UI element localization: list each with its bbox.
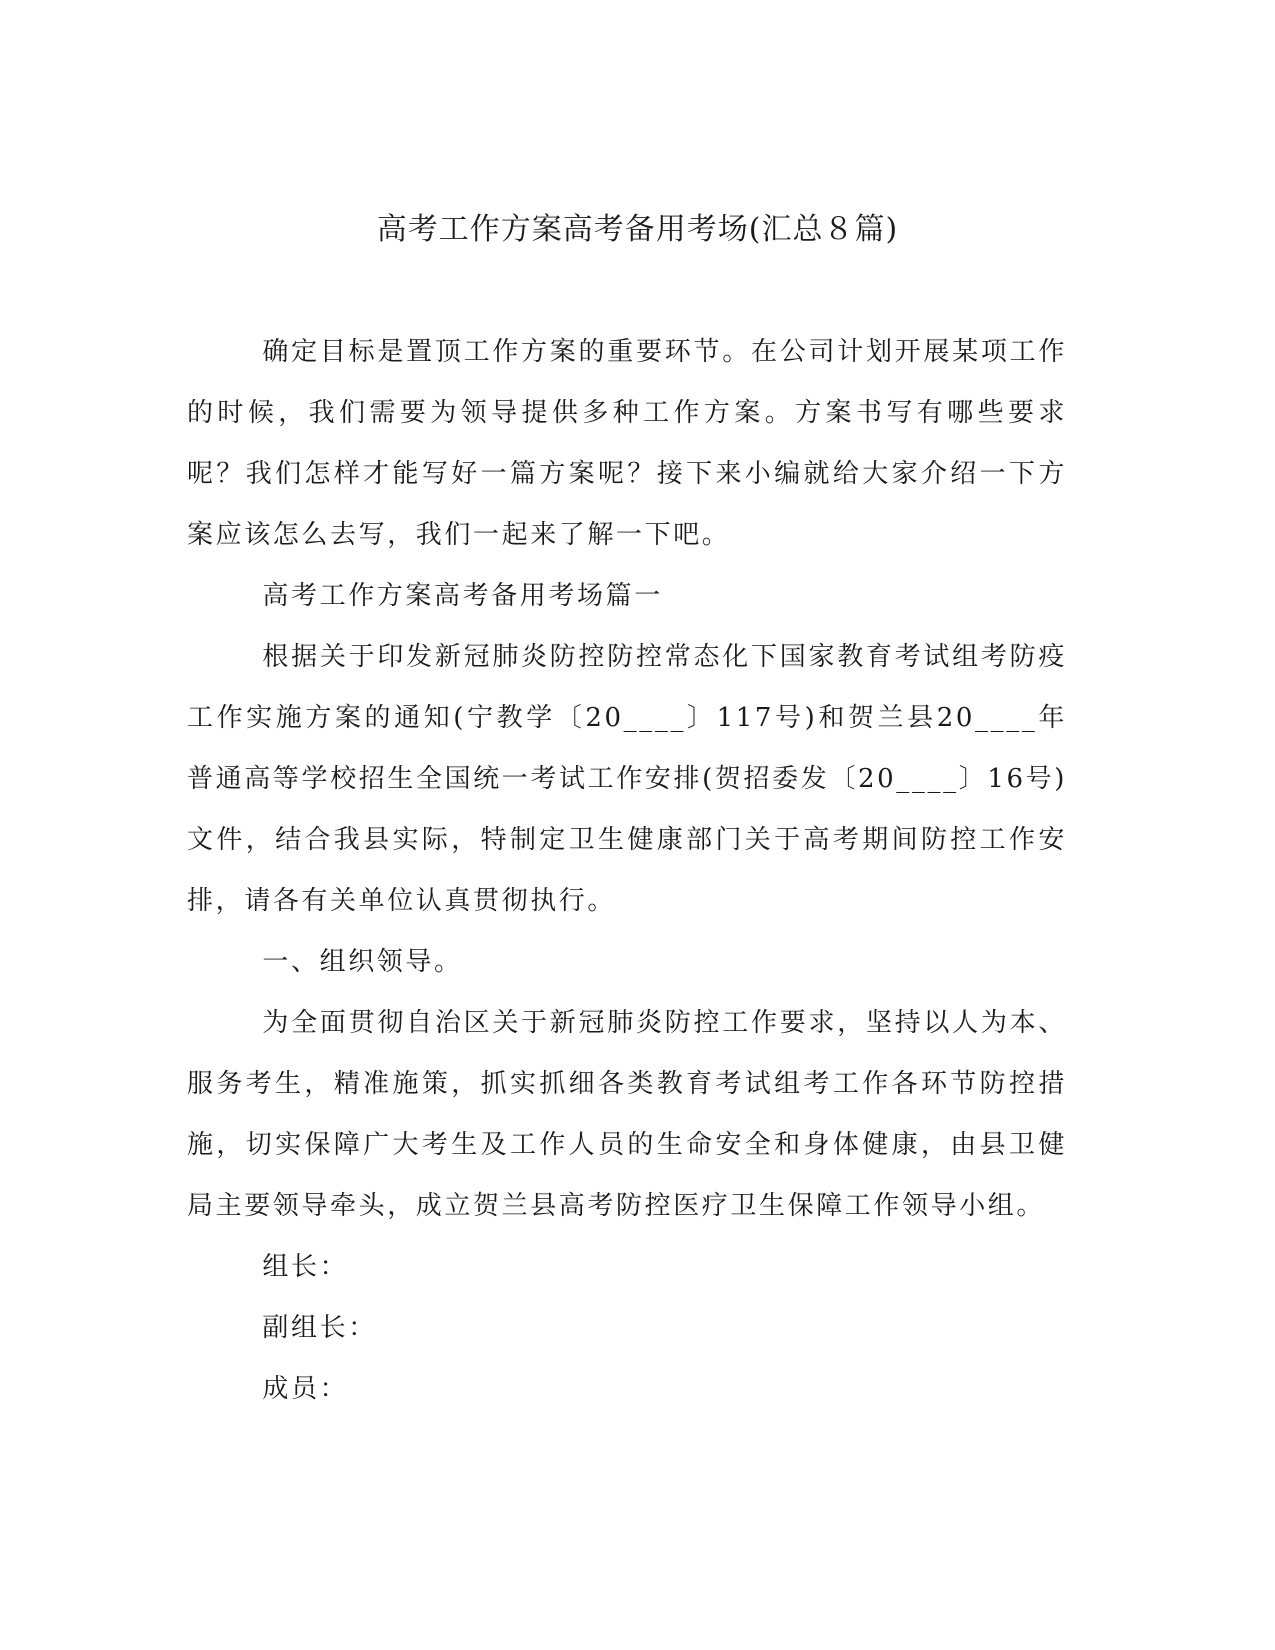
deputy-leader-label: 副组长： [262,1313,377,1343]
members-label: 成员： [262,1374,349,1404]
document-body [187,322,1067,1420]
subsection-heading: 一、组织领导。 [262,947,463,977]
group-leader-label: 组长： [262,1252,349,1282]
intro-paragraph: 确定目标是置顶工作方案的重要环节。在公司计划开展某项工作的时候，我们需要为领导提供多种工作方案。方案书写有哪些要求呢？我们怎样才能写好一篇方案呢？接下来小编就给大家介绍一下方案应该怎么去写，我们一起来了解一下吧。 [187,337,1067,550]
leadership-paragraph: 为全面贯彻自治区关于新冠肺炎防控工作要求，坚持以人为本、服务考生，精准施策，抓实抓细各类教育考试组考工作各环节防控措施，切实保障广大考生及工作人员的生命安全和身体健康，由县卫健局主要领导牵头，成立贺兰县高考防控医疗卫生保障工作领导小组。 [187,1008,1067,1221]
document-title: 高考工作方案高考备用考场(汇总８篇) [376,212,899,247]
section-heading: 高考工作方案高考备用考场篇一 [262,581,663,611]
basis-paragraph: 根据关于印发新冠肺炎防控防控常态化下国家教育考试组考防疫工作实施方案的通知(宁教学〔20____〕117号)和贺兰县20____年普通高等学校招生全国统一考试工作安排(贺招委发〔20____〕16号)文件，结合我县实际，特制定卫生健康部门关于高考期间防控工作安排，请各有关单位认真贯彻执行。 [187,642,1067,916]
